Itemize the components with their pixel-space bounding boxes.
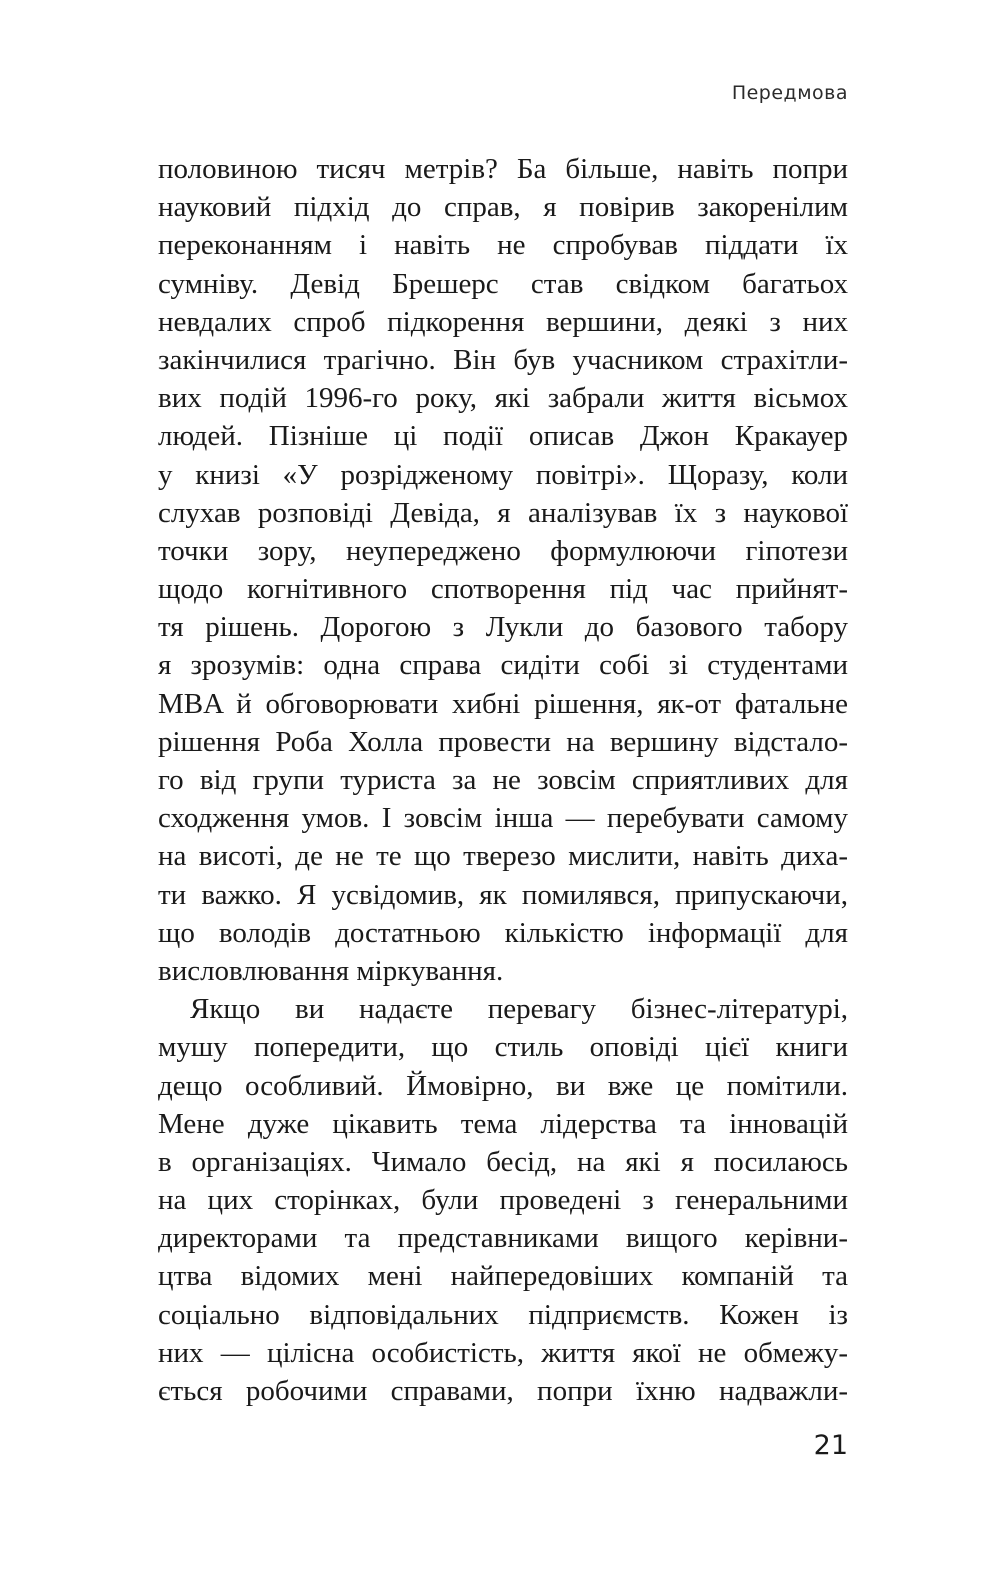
page-number: 21 xyxy=(813,1430,848,1461)
text-line: ється робочими справами, попри їхню надважли- xyxy=(158,1375,848,1407)
text-line: у книзі «У розрідженому повітрі». Щоразу, коли xyxy=(158,458,848,491)
text-line: щодо когнітивного спотворення під час прийнят- xyxy=(158,573,848,606)
text-line: закінчилися трагічно. Він був учасником страхітли- xyxy=(158,343,848,376)
text-line: Мене дуже цікавить тема лідерства та інновацій xyxy=(158,1107,848,1140)
text-line: я зрозумів: одна справа сидіти собі зі студентами xyxy=(158,649,848,682)
text-line: тя рішень. Дорогою з Лукли до базового табору xyxy=(158,611,848,644)
text-line: переконанням і навіть не спробував піддати їх xyxy=(158,229,848,262)
paragraph-1 xyxy=(158,150,848,990)
paragraph-2 xyxy=(158,990,848,1410)
text-line: на цих сторінках, були проведені з генеральними xyxy=(158,1184,848,1217)
text-line: слухав розповіді Девіда, я аналізував їх з наукової xyxy=(158,496,848,529)
text-line: го від групи туриста за не зовсім сприятливих для xyxy=(158,764,848,796)
text-line: Якщо ви надаєте перевагу бізнес-літературі, xyxy=(190,993,848,1026)
running-header: Передмова xyxy=(731,82,848,104)
text-line: рішення Роба Холла провести на вершину відстало- xyxy=(158,725,848,758)
text-line: що володів достатньою кількістю інформації для xyxy=(158,916,848,949)
text-line: ти важко. Я усвідомив, як помилявся, припускаючи, xyxy=(158,878,848,911)
text-line: висловлювання міркування. xyxy=(158,954,504,987)
text-line: цтва відомих мені найпередовіших компаній та xyxy=(158,1260,848,1293)
text-line: половиною тисяч метрів? Ба більше, навіть попри xyxy=(158,153,848,185)
text-line: на висоті, де не те що тверезо мислити, навіть диха- xyxy=(158,840,848,873)
text-line: сходження умов. І зовсім інша — перебувати самому xyxy=(158,802,848,835)
body-text xyxy=(158,150,848,1410)
text-line: мушу попередити, що стиль оповіді цієї книги xyxy=(158,1031,848,1064)
text-line: невдалих спроб підкорення вершини, деякі з них xyxy=(158,305,848,338)
text-line: директорами та представниками вищого керівни- xyxy=(158,1222,848,1255)
text-line: дещо особливий. Ймовірно, ви вже це помітили. xyxy=(158,1069,848,1102)
text-line: соціально відповідальних підприємств. Кожен із xyxy=(158,1298,848,1331)
text-line: в організаціях. Чимало бесід, на які я посилаюсь xyxy=(158,1145,848,1178)
text-line: вих подій 1996-го року, які забрали життя вісьмох xyxy=(158,382,848,415)
text-line: науковий підхід до справ, я повірив закоренілим xyxy=(158,191,848,224)
text-line: MBA й обговорювати хибні рішення, як-от фатальне xyxy=(158,687,848,720)
text-line: сумніву. Девід Брешерс став свідком багатьох xyxy=(158,267,848,300)
text-line: точки зору, неупереджено формулюючи гіпотези xyxy=(158,534,848,567)
text-line: них — цілісна особистість, життя якої не обмежу- xyxy=(158,1336,848,1369)
text-line: людей. Пізніше ці події описав Джон Кракауер xyxy=(158,420,848,453)
